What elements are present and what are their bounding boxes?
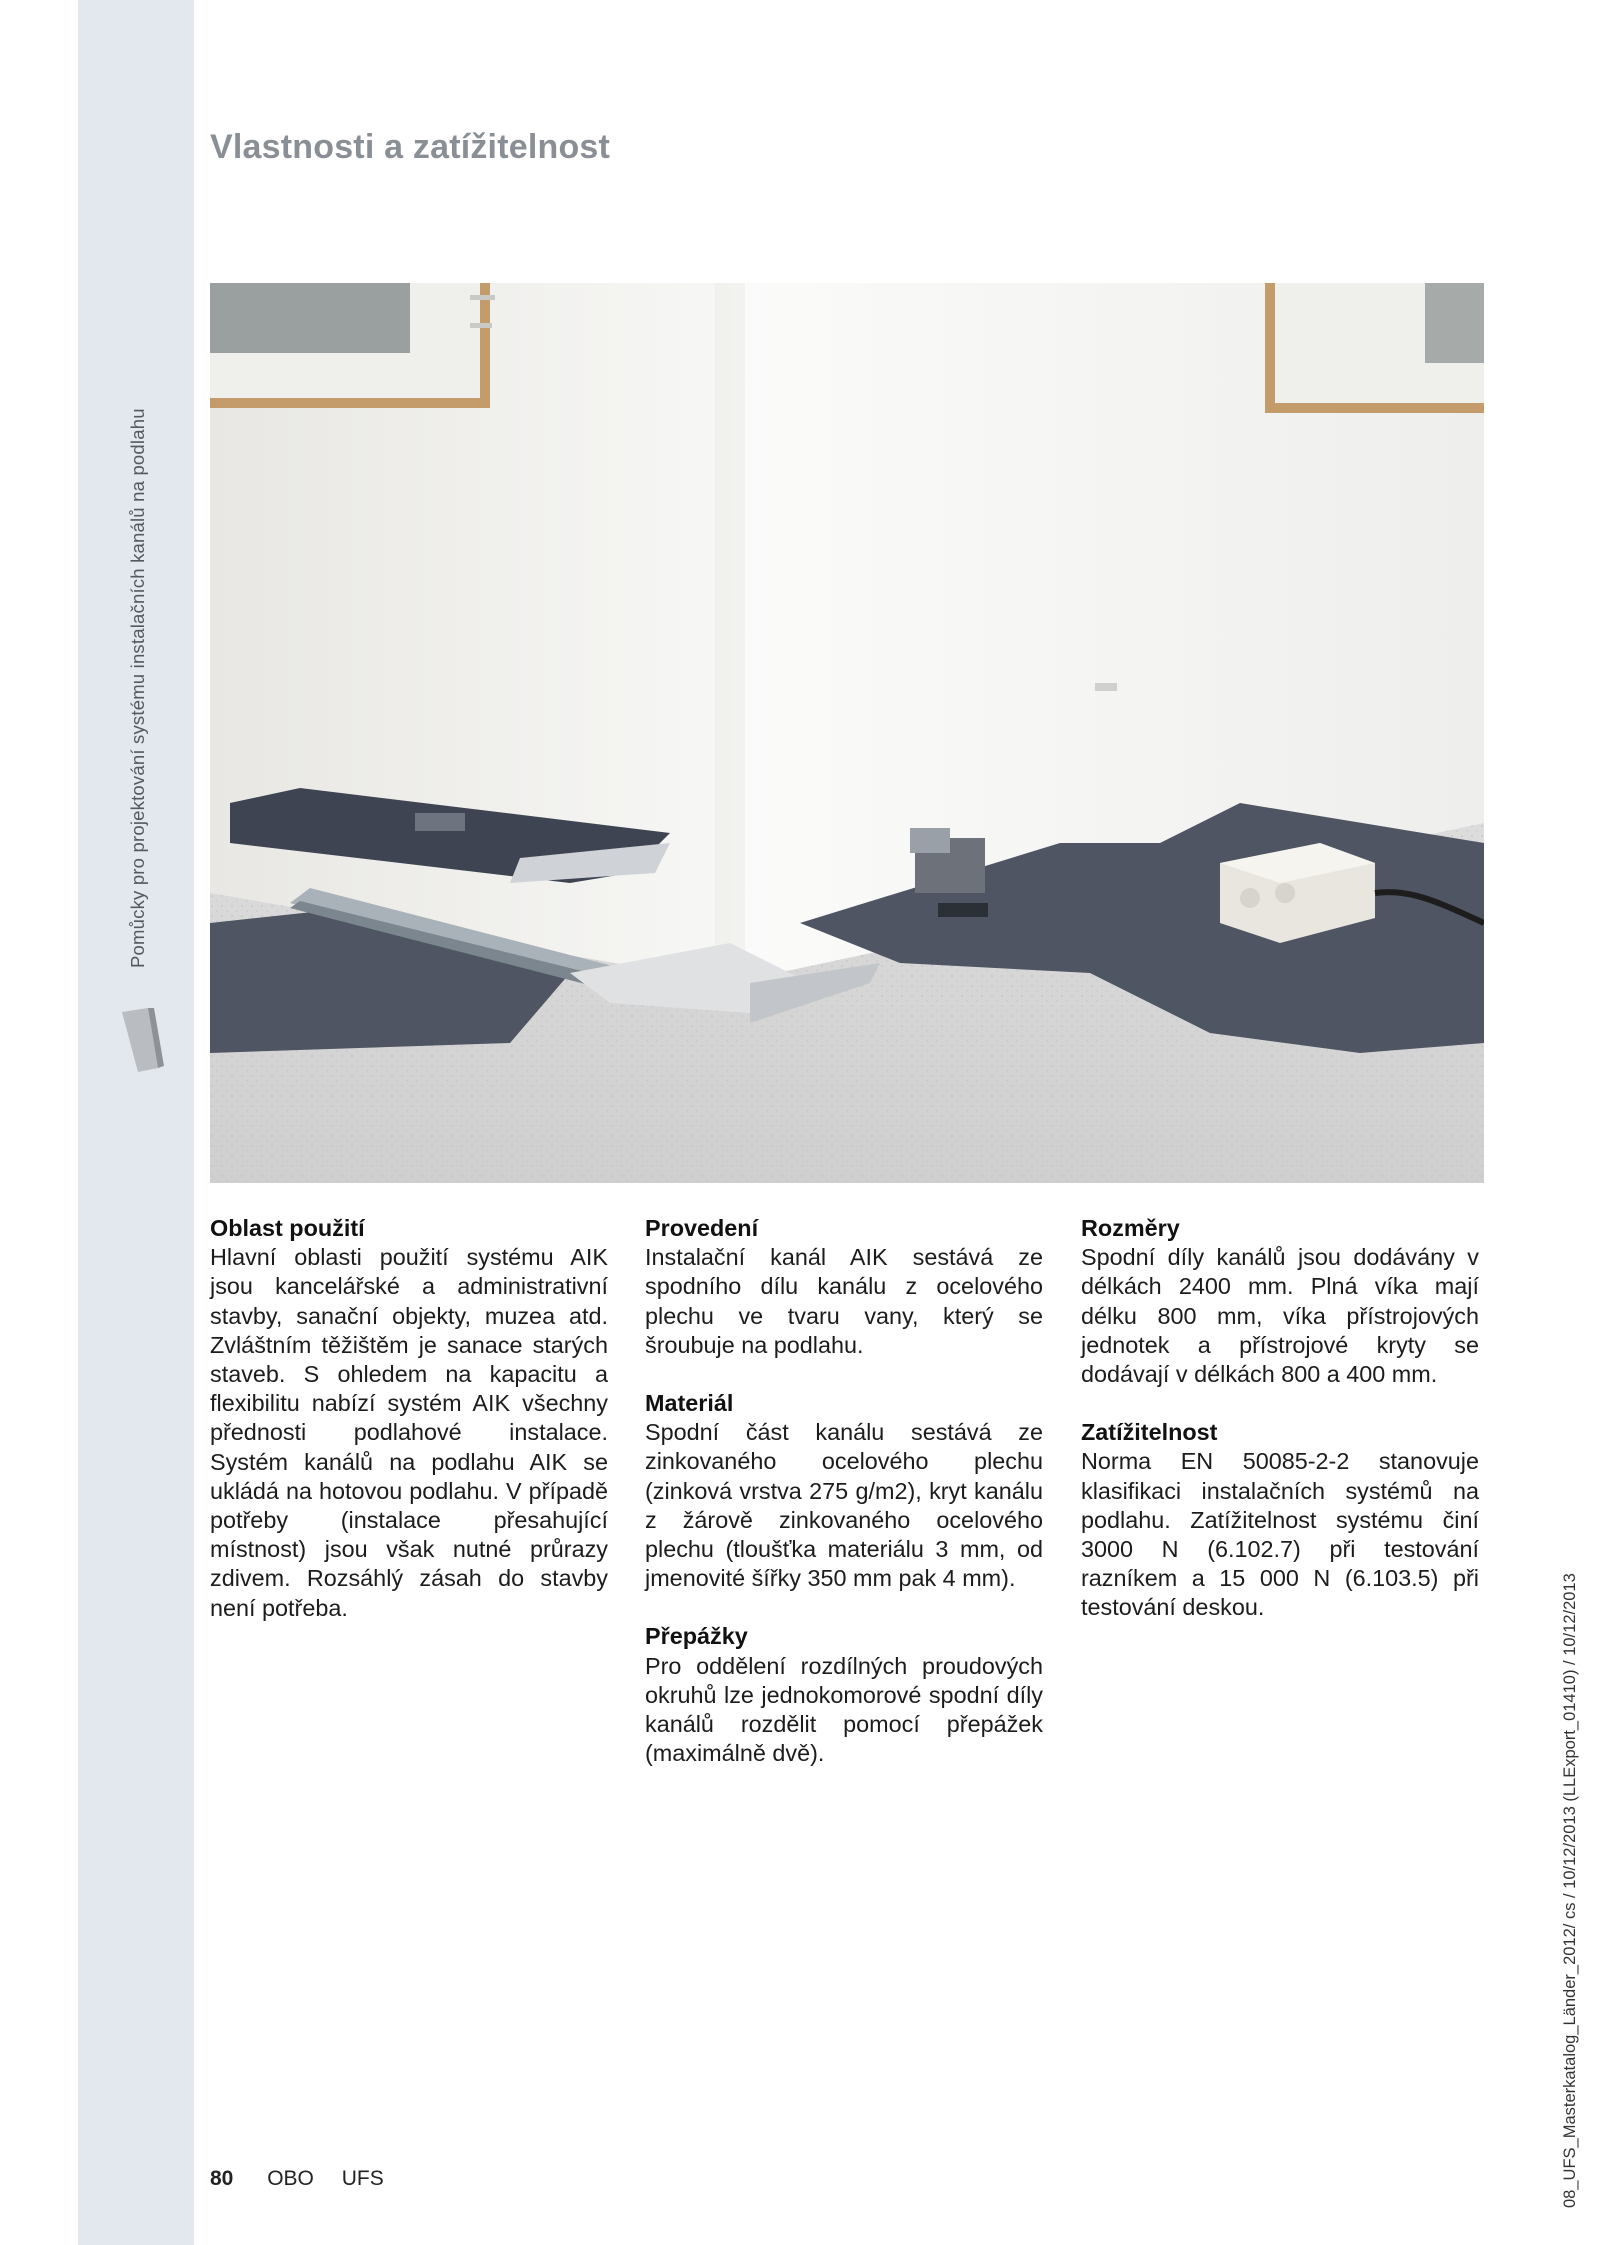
page-footer [210, 2167, 384, 2191]
section-heading: Oblast použití [210, 1215, 365, 1241]
section-heading: Zatížitelnost [1081, 1419, 1218, 1446]
footer-brand: OBO [267, 2167, 314, 2190]
section-zatizitelnost [1081, 1418, 1479, 1622]
section-text: Pro oddělení rozdílných proudových okruhů lze jednokomorové spodní díly kanálů rozdělit pomocí přepážek (maximálně dvě). [645, 1652, 1043, 1767]
section-text: Spodní část kanálu sestává ze zinkovaného ocelového plechu (zinková vrstva 275 g/m2), kryt kanálu z žárově zinkovaného ocelového plechu (tloušťka materiálu 3 mm, od jmenovité šířky 350 mm pak 4 mm). [645, 1419, 1043, 1592]
footer-product: UFS [341, 2167, 384, 2190]
section-heading: Materiál [645, 1390, 734, 1417]
page-number: 80 [210, 2167, 234, 2190]
section-heading: Přepážky [645, 1623, 748, 1650]
section-marker-icon [118, 1002, 178, 1074]
section-text: Spodní díly kanálů jsou dodávány v délkách 2400 mm. Plná víka mají délku 800 mm, víka přístrojových jednotek a přístrojové kryty se dodávají v délkách 800 a 400 mm. [1081, 1244, 1479, 1388]
section-oblast-pouziti [210, 1214, 608, 1623]
section-material [645, 1389, 1043, 1593]
sidebar-section-title: Pomůcky pro projektování systému instalačních kanálů na podlahu [127, 408, 148, 968]
page-title: Vlastnosti a zatížitelnost [210, 128, 611, 166]
section-text: Instalační kanál AIK sestává ze spodního dílu kanálu z ocelového plechu ve tvaru vany, který se šroubuje na podlahu. [645, 1244, 1043, 1358]
section-prepazky [645, 1622, 1043, 1768]
column-right [1081, 1214, 1479, 1652]
section-text: Norma EN 50085-2-2 stanovuje klasifikaci instalačních systémů na podlahu. Zatížitelnost systému činí 3000 N (6.102.7) při testování razníkem a 15 000 N (6.103.5) při testování deskou. [1081, 1448, 1479, 1621]
column-left [210, 1214, 608, 1652]
section-heading: Rozměry [1081, 1215, 1180, 1241]
section-heading: Provedení [645, 1215, 759, 1241]
section-provedeni [645, 1214, 1043, 1360]
section-text: Hlavní oblasti použití systému AIK jsou kancelářské a administrativní stavby, sanační objekty, muzea atd. Zvláštním těžištěm je sanace starých staveb. S ohledem na kapacitu a flexibilitu nabízí systém AIK všechny přednosti podlahové instalace. Systém kanálů na podlahu AIK se ukládá na hotovou podlahu. V případě potřeby (instalace přesahující místnost) jsou však nutné průrazy zdivem. Rozsáhlý zásah do stavby není potřeba. [210, 1244, 608, 1621]
column-middle [645, 1214, 1043, 1797]
document-meta: 08_UFS_Masterkatalog_Länder_2012/ cs / 10/12/2013 (LLExport_01410) / 10/12/2013 [1561, 1573, 1579, 2208]
section-rozmery [1081, 1214, 1479, 1389]
product-photo [210, 283, 1484, 1183]
